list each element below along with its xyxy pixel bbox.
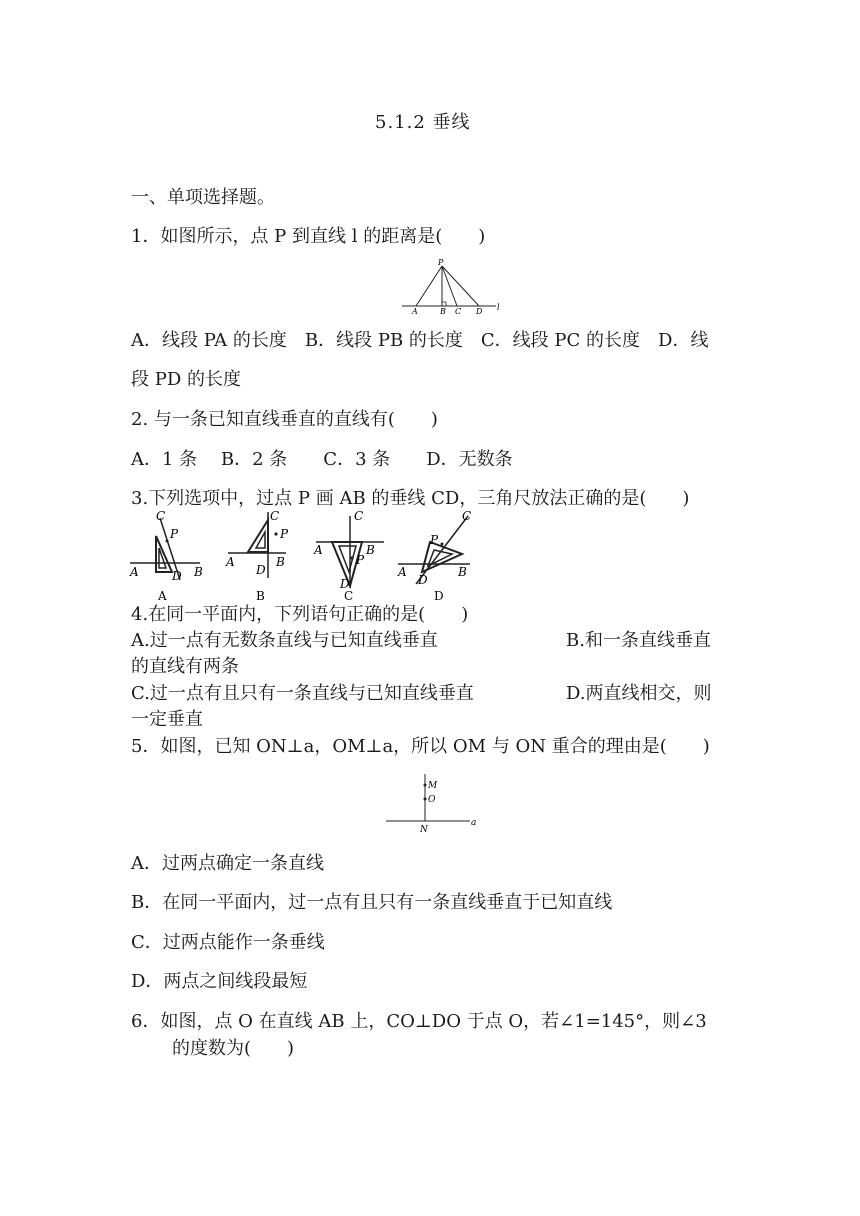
q6-stem-line1: 6．如图，点 O 在直线 AB 上，CO⊥DO 于点 O，若∠1=145°，则∠3	[131, 1011, 707, 1032]
q3d-a: A	[398, 565, 407, 579]
q3b-a: A	[226, 555, 235, 569]
q1-label-l: l	[497, 303, 500, 312]
q3d-c: C	[462, 509, 472, 523]
q3-fig-c	[313, 509, 384, 602]
q3-caption-a: A	[158, 589, 167, 602]
q5-option-d: D．两点之间线段最短	[131, 971, 308, 992]
q3c-d: D	[340, 577, 350, 591]
q5-point-o	[424, 798, 427, 801]
q3d-d: D	[418, 573, 428, 587]
q3-caption-d: D	[434, 589, 444, 602]
q1-label-d: D	[476, 307, 483, 316]
q4-option-b-cont: 的直线有两条	[131, 656, 239, 677]
page-title: 5.1.2 垂线	[375, 112, 471, 133]
q5-stem: 5．如图，已知 ON⊥a，OM⊥a，所以 OM 与 ON 重合的理由是( )	[131, 736, 710, 757]
q5-label-a: a	[471, 818, 477, 828]
q3c-a: A	[314, 543, 323, 557]
q1-label-c: C	[455, 307, 462, 316]
q3a-a: A	[130, 565, 139, 579]
q5-point-m	[424, 784, 427, 787]
q5-option-b: B．在同一平面内，过一点有且只有一条直线垂直于已知直线	[131, 892, 613, 913]
q3-caption-c: C	[344, 589, 354, 602]
q3b-b: B	[276, 555, 285, 569]
q1-segment-pd	[442, 266, 479, 306]
q1-stem: 1．如图所示，点 P 到直线 l 的距离是( )	[131, 226, 486, 247]
q5-label-o: O	[428, 795, 436, 805]
q3a-c: C	[156, 509, 166, 523]
q3c-b: B	[366, 543, 375, 557]
q1-label-p: P	[438, 258, 444, 267]
q5-option-c: C．过两点能作一条垂线	[131, 932, 325, 953]
q3a-p: P	[170, 527, 179, 541]
q3-caption-b: B	[256, 589, 265, 602]
q5-label-n: N	[420, 825, 428, 835]
q3-fig-b	[225, 509, 289, 602]
q3a-d: D	[172, 569, 182, 583]
q3b-d: D	[256, 563, 266, 577]
q1-segment-pa	[416, 266, 442, 306]
q1-label-a: A	[412, 307, 418, 316]
q4-option-b: B.和一条直线垂直	[566, 630, 711, 651]
q2-options: A．1 条 B．2 条 C．3 条 D．无数条	[131, 449, 513, 470]
q3b-c: C	[270, 509, 280, 523]
q3-fig-a	[129, 509, 203, 602]
q1-figure	[400, 258, 506, 316]
q5-figure	[382, 770, 482, 836]
q4-option-a: A.过一点有无数条直线与已知直线垂直	[131, 630, 438, 651]
q4-option-c: C.过一点有且只有一条直线与已知直线垂直	[131, 683, 474, 704]
q3c-c: C	[354, 509, 364, 523]
q1-options-line1: A．线段 PA 的长度 B．线段 PB 的长度 C．线段 PC 的长度 D．线	[131, 330, 709, 351]
q3-fig-d	[397, 509, 471, 602]
q3-stem: 3.下列选项中，过点 P 画 AB 的垂线 CD，三角尺放法正确的是( )	[131, 488, 690, 509]
q3a-b: B	[194, 565, 203, 579]
q1-label-b: B	[440, 307, 446, 316]
q6-stem-line2: 的度数为( )	[172, 1038, 295, 1059]
q1-right-angle	[442, 302, 446, 306]
q3-figures	[128, 508, 478, 602]
q4-option-d: D.两直线相交，则	[566, 683, 712, 704]
q1-segment-pc	[442, 266, 457, 306]
q3b-p: P	[280, 527, 289, 541]
q5-option-a: A．过两点确定一条直线	[131, 853, 324, 874]
q1-options-line2: 段 PD 的长度	[131, 369, 241, 390]
q4-stem: 4.在同一平面内，下列语句正确的是( )	[131, 604, 469, 625]
q4-option-d-cont: 一定垂直	[131, 709, 203, 730]
q3d-p: P	[430, 533, 439, 547]
q5-label-m: M	[428, 781, 438, 791]
section-heading: 一、单项选择题。	[131, 187, 275, 208]
q3d-b: B	[458, 565, 467, 579]
q3c-p: P	[356, 553, 365, 567]
q2-stem: 2. 与一条已知直线垂直的直线有( )	[131, 409, 438, 430]
